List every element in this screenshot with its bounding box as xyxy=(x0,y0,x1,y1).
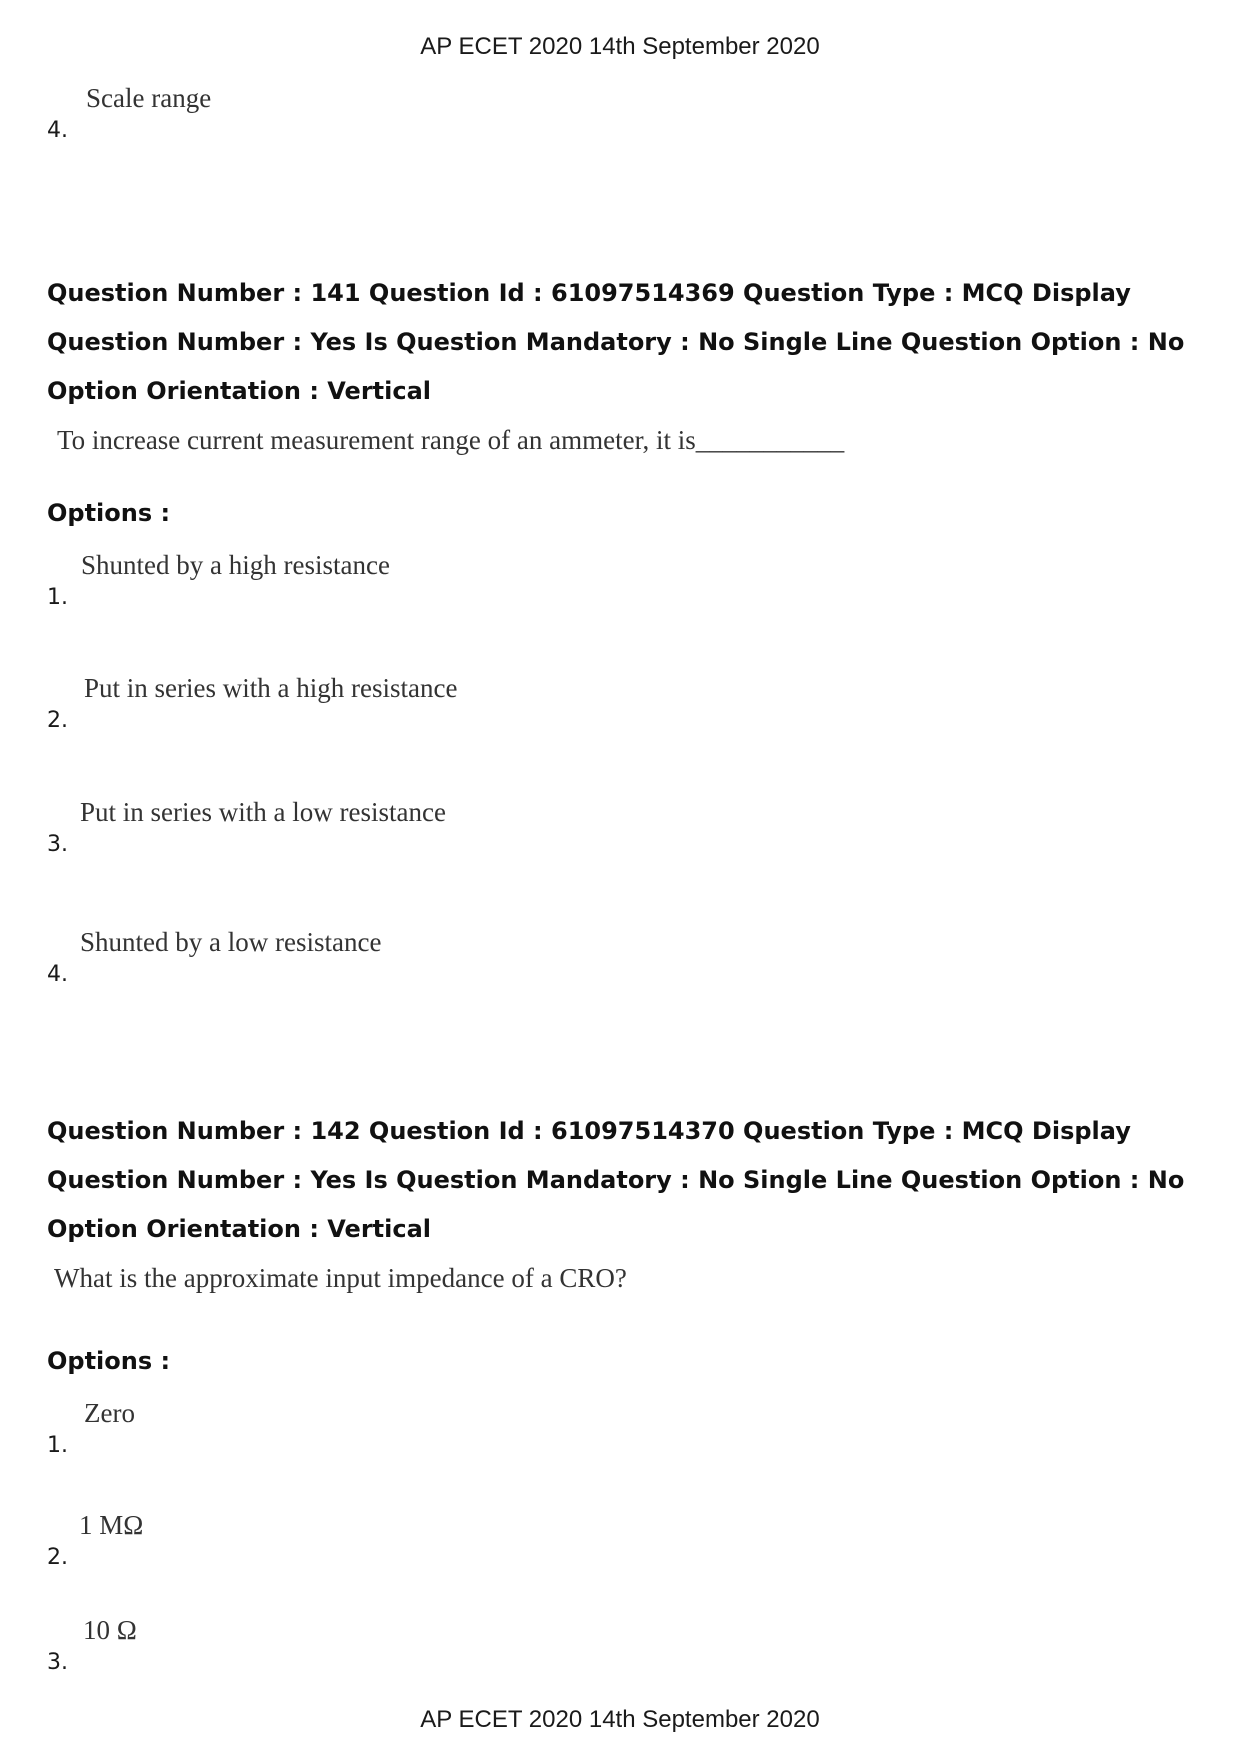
option-number: 2. xyxy=(47,708,68,733)
question-text-142: What is the approximate input impedance of a CRO? xyxy=(54,1263,627,1293)
option-text: Put in series with a low resistance xyxy=(80,797,446,827)
option-text: Put in series with a high resistance xyxy=(84,673,458,703)
page-footer: AP ECET 2020 14th September 2020 xyxy=(420,1706,820,1733)
option-141-3 xyxy=(47,797,947,857)
option-text: Shunted by a high resistance xyxy=(81,550,390,580)
option-number: 4. xyxy=(47,962,68,987)
option-number: 3. xyxy=(47,1650,68,1675)
option-number: 4. xyxy=(47,118,68,143)
option-141-1 xyxy=(47,550,947,610)
option-text: Shunted by a low resistance xyxy=(80,927,382,957)
option-text: 10 Ω xyxy=(83,1615,137,1645)
option-text: Zero xyxy=(84,1398,135,1428)
page-header: AP ECET 2020 14th September 2020 xyxy=(420,33,820,60)
option-141-4 xyxy=(47,927,947,987)
option-142-2 xyxy=(47,1510,947,1570)
option-142-1 xyxy=(47,1398,947,1458)
option-number: 1. xyxy=(47,585,68,610)
option-number: 3. xyxy=(47,832,68,857)
options-label: Options : xyxy=(47,1347,171,1375)
option-text: 1 MΩ xyxy=(79,1510,144,1540)
option-141-2 xyxy=(47,673,947,733)
option-text: Scale range xyxy=(86,83,212,113)
option-142-3 xyxy=(47,1615,947,1675)
options-label: Options : xyxy=(47,499,171,527)
question-text-141: To increase current measurement range of an ammeter, it is___________ xyxy=(57,425,845,455)
prev-question-option-4 xyxy=(47,83,947,143)
option-number: 2. xyxy=(47,1545,68,1570)
question-meta-141: Question Number : 141 Question Id : 61097514369 Question Type : MCQ Display Question Number : Yes Is Question Mandatory : No Single Line Question Option : No Option Orientation : Vertical xyxy=(47,279,1185,405)
option-number: 1. xyxy=(47,1433,68,1458)
question-meta-142: Question Number : 142 Question Id : 61097514370 Question Type : MCQ Display Question Number : Yes Is Question Mandatory : No Single Line Question Option : No Option Orientation : Vertical xyxy=(47,1117,1185,1243)
